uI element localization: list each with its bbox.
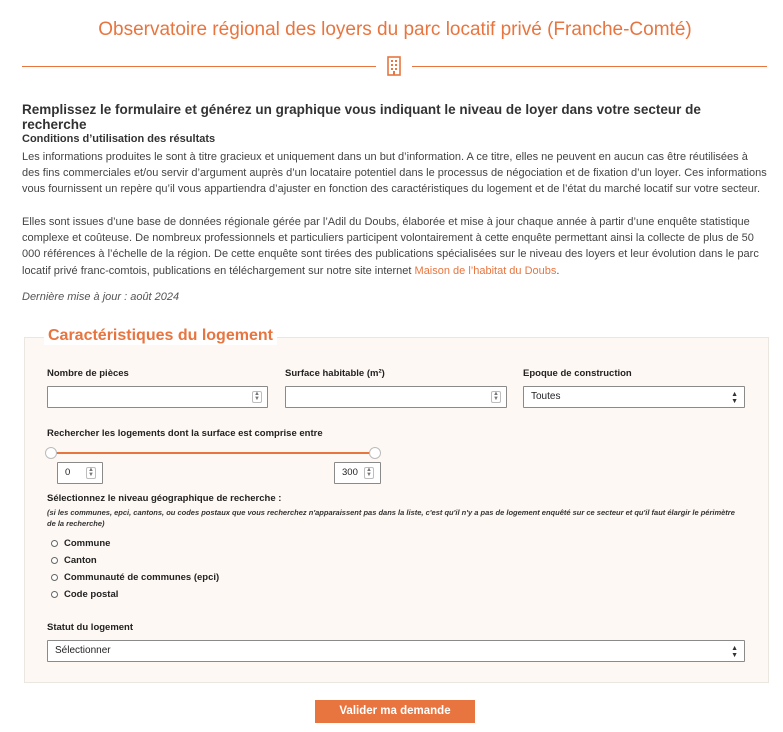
chevron-down-icon: ▲ ▼ <box>731 391 738 405</box>
era-label: Epoque de construction <box>523 368 632 379</box>
geo-option-label: Commune <box>64 538 111 549</box>
era-select-value: Toutes <box>531 391 561 402</box>
radio-icon[interactable] <box>51 591 58 598</box>
last-update-text: Dernière mise à jour : août 2024 <box>22 291 180 303</box>
conditions-title: Conditions d’utilisation des résultats <box>22 133 216 145</box>
geo-level-note: (si les communes, epci, cantons, ou codes postaux que vous recherchez n'apparaissent pas dans la liste, c'est qu'il n'y a pas de logement enquêté sur ce secteur et qu'il faut élargir le périmètre de la recherche) <box>47 508 735 528</box>
range-min-value: 0 <box>65 467 71 478</box>
geo-option-commune[interactable] <box>51 538 110 549</box>
chevron-down-icon: ▲ ▼ <box>731 645 738 659</box>
geo-option-label: Communauté de communes (epci) <box>64 572 220 583</box>
page-title: Observatoire régional des loyers du parc locatif privé (Franche-Comté) <box>98 19 692 40</box>
range-max-stepper-icon[interactable]: ▲ ▼ <box>364 467 374 479</box>
range-max-value: 300 <box>342 467 358 478</box>
radio-icon[interactable] <box>51 574 58 581</box>
conditions-paragraph-2-end: . <box>556 264 560 277</box>
submit-button[interactable]: Valider ma demande <box>315 700 475 723</box>
conditions-paragraph-2-text: Elles sont issues d’une base de données régionale gérée par l’Adil du Doubs, élaborée et mise à jour chaque année à partir d’une enquête statistique complexe et coûteuse. De nombreux professionnels et particuliers participent volontairement à cette enquête permettant ainsi la collecte de plus de 50 000 références à l’échelle de la région. De cette enquête sont tirées des publications spécialisées sur le niveau des loyers et leur évolution dans le parc locatif privé franc-comtois, publications en téléchargement sur notre site internet <box>22 216 759 277</box>
geo-option-canton[interactable] <box>51 555 97 566</box>
range-max-handle[interactable] <box>369 447 381 459</box>
rooms-label: Nombre de pièces <box>47 368 129 379</box>
surface-range-track[interactable] <box>51 452 375 454</box>
form-intro-heading: Remplissez le formulaire et générez un graphique vous indiquant le niveau de loyer dans votre secteur de recherche <box>22 102 701 132</box>
rooms-stepper-icon[interactable]: ▲ ▼ <box>252 391 262 403</box>
radio-icon[interactable] <box>51 540 58 547</box>
surface-range-label: Rechercher les logements dont la surface est comprise entre <box>47 428 323 439</box>
range-min-stepper-icon[interactable]: ▲ ▼ <box>86 467 96 479</box>
geo-option-postal-code[interactable] <box>51 589 118 600</box>
geo-level-label: Sélectionnez le niveau géographique de recherche : <box>47 493 282 504</box>
form-legend: Caractéristiques du logement <box>44 327 277 345</box>
geo-option-label: Canton <box>64 555 97 566</box>
building-icon <box>385 56 403 76</box>
range-min-input[interactable] <box>57 462 103 484</box>
status-label: Statut du logement <box>47 622 134 633</box>
radio-icon[interactable] <box>51 557 58 564</box>
range-max-input[interactable] <box>334 462 381 484</box>
era-select[interactable] <box>523 386 745 408</box>
geo-option-epci[interactable] <box>51 572 219 583</box>
surface-stepper-icon[interactable]: ▲ ▼ <box>491 391 501 403</box>
status-select[interactable] <box>47 640 745 662</box>
conditions-paragraph-2 <box>22 214 767 279</box>
maison-habitat-link[interactable]: Maison de l’habitat du Doubs <box>414 264 557 277</box>
rooms-input[interactable] <box>47 386 268 408</box>
title-divider-right <box>412 66 767 67</box>
title-divider-left <box>22 66 376 67</box>
geo-option-label: Code postal <box>64 589 119 600</box>
conditions-paragraph-1: Les informations produites le sont à titre gracieux et uniquement dans un but d’information. A ce titre, elles ne peuvent en aucun cas être réutilisées à des fins commerciales et/ou servir d’argument auprès d’un locataire potentiel dans le processus de négociation et de fixation d’un loyer. Ces informations vous fournissent un repère qu’il vous appartiendra d’ajuster en fonction des caractéristiques du logement et de l’état du marché locatif sur votre secteur. <box>22 151 767 196</box>
status-select-value: Sélectionner <box>55 645 111 656</box>
range-min-handle[interactable] <box>45 447 57 459</box>
surface-input[interactable] <box>285 386 507 408</box>
surface-label: Surface habitable (m²) <box>285 368 385 379</box>
